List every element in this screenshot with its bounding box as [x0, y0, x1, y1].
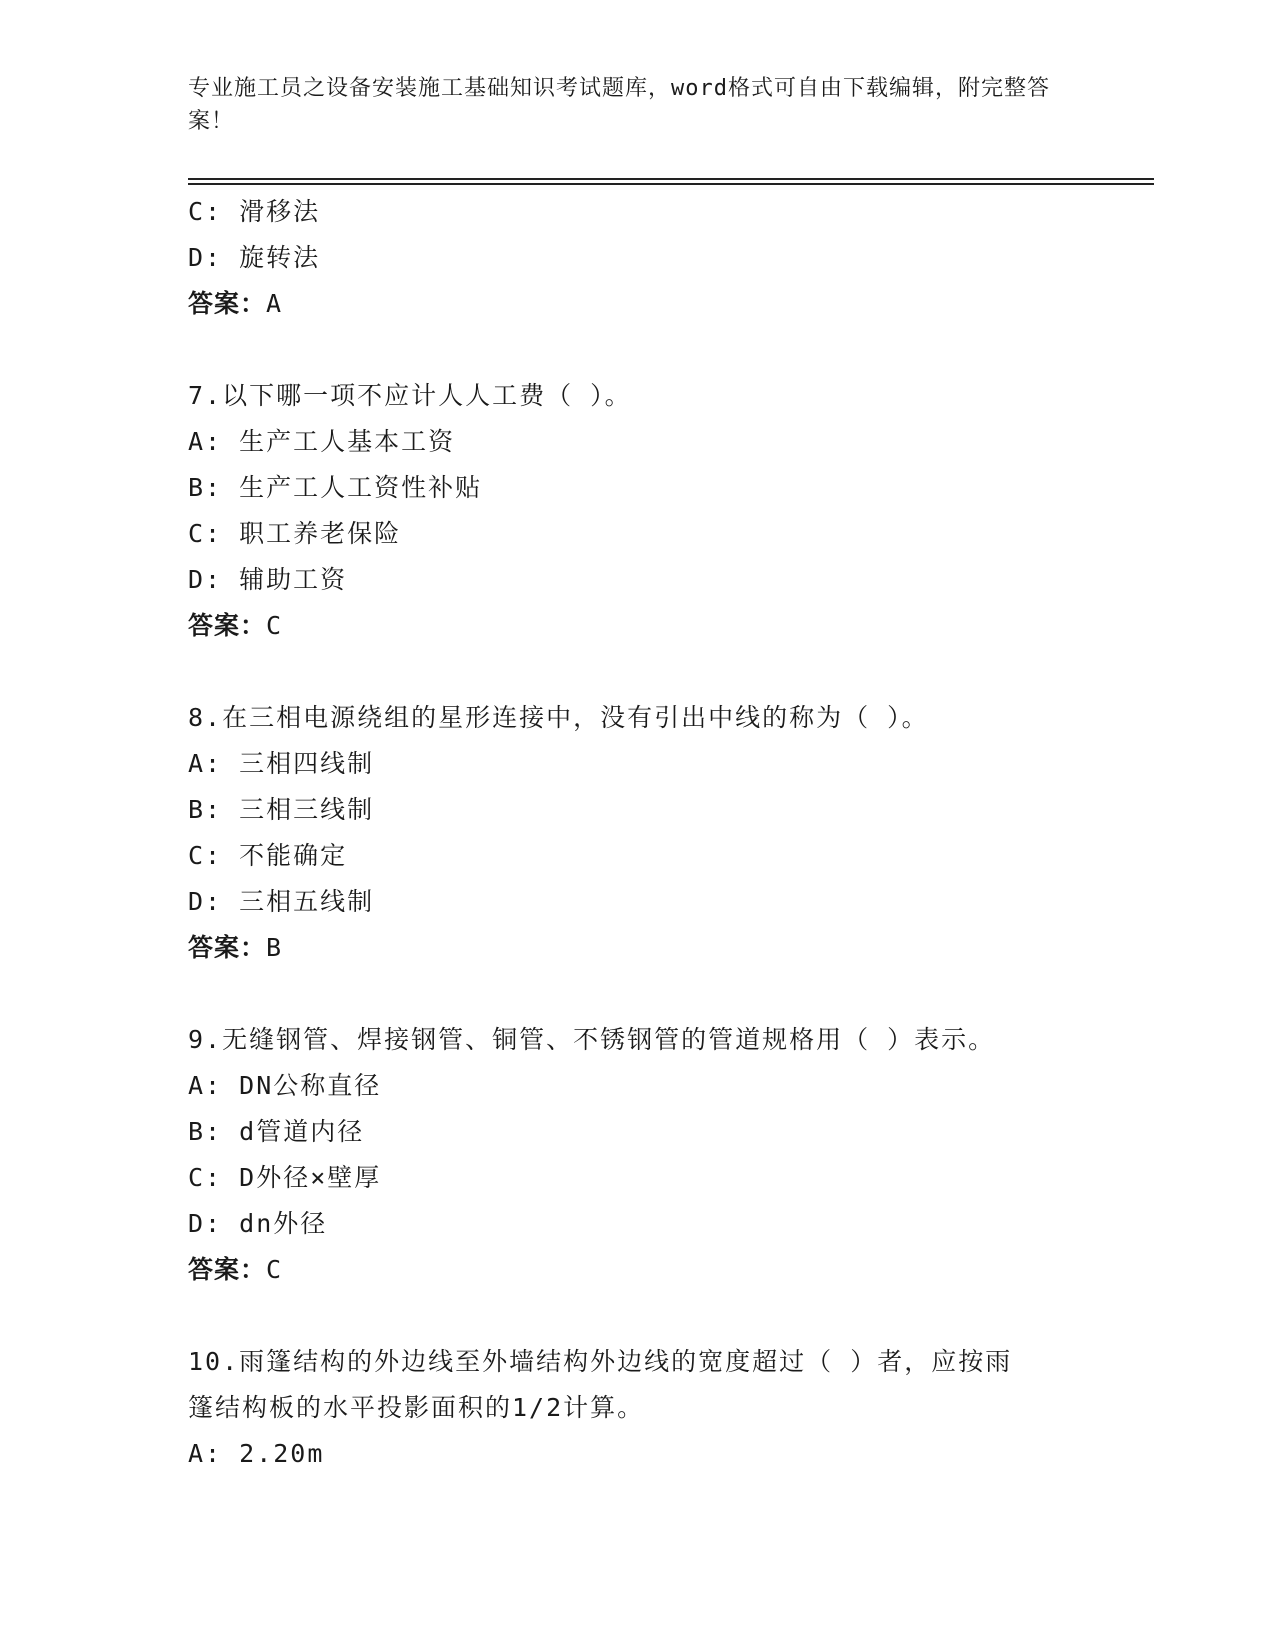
- option-d: D: 辅助工资: [188, 565, 348, 594]
- question-stem: 7.以下哪一项不应计人人工费（ ）。: [188, 381, 632, 410]
- option-b: B: 生产工人工资性补贴: [188, 473, 483, 502]
- question-stem: 9.无缝钢管、焊接钢管、铜管、不锈钢管的管道规格用（ ）表示。: [188, 1025, 996, 1054]
- option-b: B: d管道内径: [188, 1117, 365, 1146]
- answer-value: C: [266, 611, 283, 640]
- question-stem-continued: 篷结构板的水平投影面积的1/2计算。: [188, 1393, 645, 1422]
- option-b: B: 三相三线制: [188, 795, 375, 824]
- header-divider-bottom: [188, 183, 1154, 185]
- answer-line: [188, 1247, 1088, 1293]
- option-d: D: 三相五线制: [188, 887, 375, 916]
- document-header: [188, 72, 1068, 138]
- option-c: C: 职工养老保险: [188, 519, 402, 548]
- answer-line: [188, 925, 1088, 971]
- option-c: C: D外径×壁厚: [188, 1163, 382, 1192]
- option-c: C: 不能确定: [188, 841, 348, 870]
- question-stem: 8.在三相电源绕组的星形连接中，没有引出中线的称为（ ）。: [188, 703, 929, 732]
- question-spacer: [188, 649, 1088, 695]
- option-a: A: 三相四线制: [188, 749, 375, 778]
- option-d: D: 旋转法: [188, 243, 321, 272]
- answer-line: [188, 603, 1088, 649]
- question-stem: 10.雨篷结构的外边线至外墙结构外边线的宽度超过（ ）者，应按雨: [188, 1347, 1013, 1376]
- option-d: D: dn外径: [188, 1209, 328, 1238]
- option-c: C: 滑移法: [188, 197, 321, 226]
- question-spacer: [188, 971, 1088, 1017]
- answer-label: 答案：: [188, 933, 267, 962]
- question-spacer: [188, 327, 1088, 373]
- answer-value: C: [266, 1255, 283, 1284]
- option-a: A: DN公称直径: [188, 1071, 382, 1100]
- answer-value: B: [266, 933, 283, 962]
- answer-label: 答案：: [188, 611, 267, 640]
- answer-value: A: [266, 289, 283, 318]
- document-header-title: 专业施工员之设备安装施工基础知识考试题库，word格式可自由下载编辑，附完整答案！: [188, 76, 1050, 134]
- answer-label: 答案：: [188, 1255, 267, 1284]
- question-spacer: [188, 1293, 1088, 1339]
- option-a: A: 2.20m: [188, 1439, 325, 1468]
- header-divider-top: [188, 178, 1154, 180]
- option-a: A: 生产工人基本工资: [188, 427, 456, 456]
- answer-label: 答案：: [188, 289, 267, 318]
- question-list: [188, 189, 1088, 1477]
- answer-line: [188, 281, 1088, 327]
